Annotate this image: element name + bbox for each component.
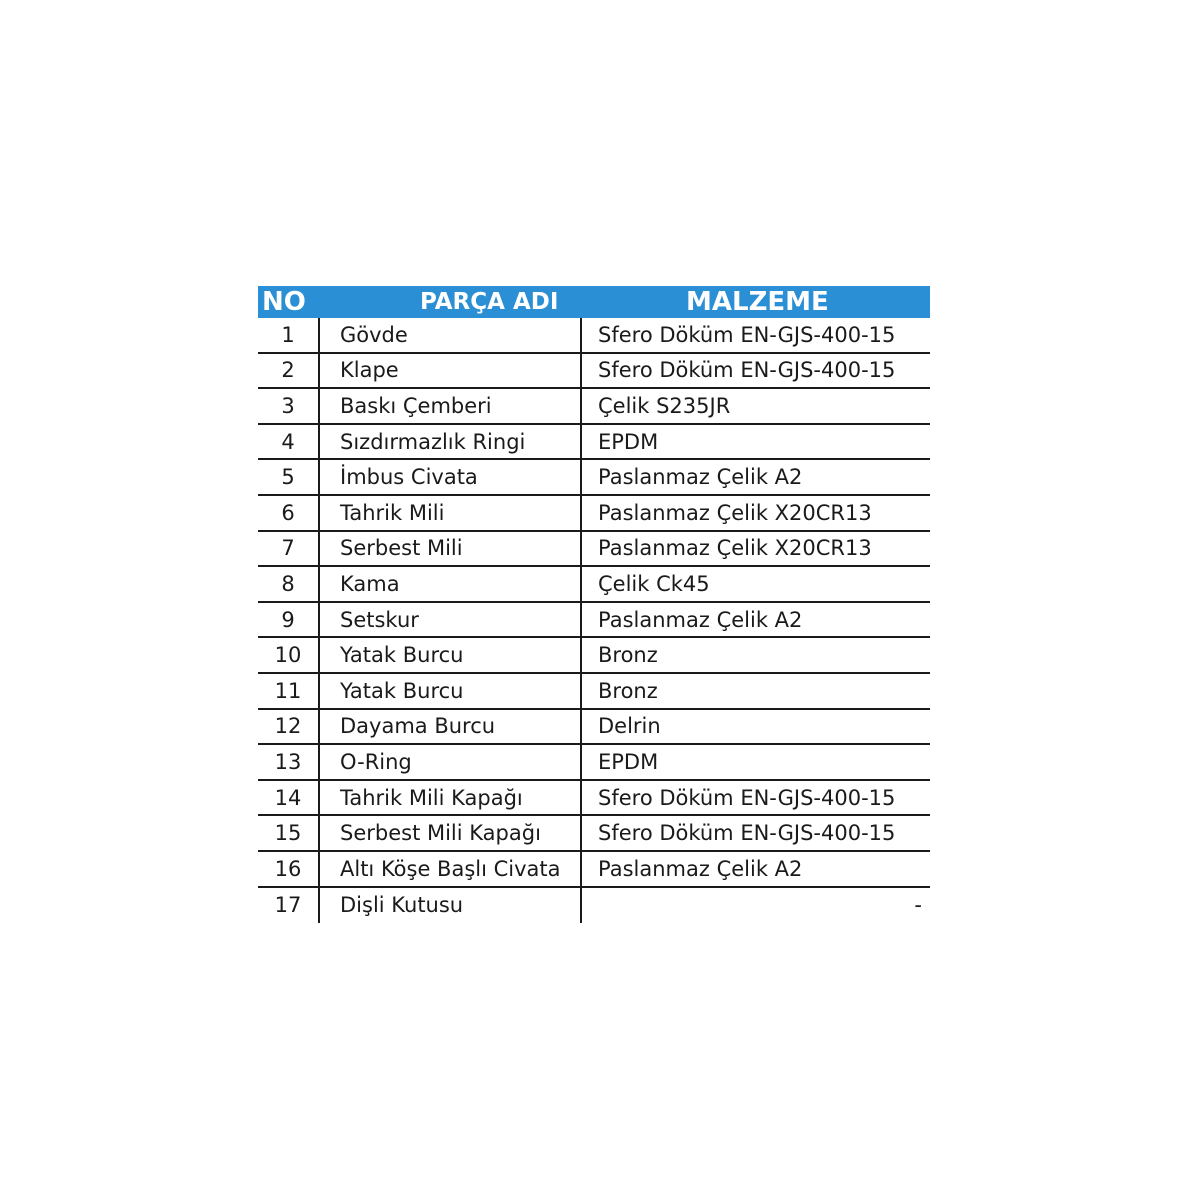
table-row [258,888,930,924]
row-number: 12 [274,714,302,739]
table-row [258,816,930,852]
row-number: 9 [281,607,295,632]
table-row [258,425,930,461]
row-number: 7 [281,536,295,561]
part-name: İmbus Civata [318,460,580,494]
material: Paslanmaz Çelik A2 [580,603,930,637]
table-row [258,354,930,390]
row-number: 16 [274,856,302,881]
row-number: 10 [274,643,302,668]
material: Paslanmaz Çelik X20CR13 [580,496,930,530]
material: Çelik S235JR [580,389,930,423]
part-name: Gövde [318,318,580,352]
part-name: Serbest Mili Kapağı [318,816,580,850]
part-name: Yatak Burcu [318,674,580,708]
table-row [258,745,930,781]
part-name: Serbest Mili [318,532,580,566]
material: Çelik Ck45 [580,567,930,601]
part-name: Tahrik Mili Kapağı [318,781,580,815]
material: EPDM [580,425,930,459]
row-number: 6 [281,500,295,525]
row-number: 5 [281,465,295,490]
part-name: Dişli Kutusu [318,888,580,924]
material: - [580,888,930,924]
material: Sfero Döküm EN-GJS-400-15 [580,318,930,352]
table-row [258,567,930,603]
part-name: Setskur [318,603,580,637]
table-row [258,674,930,710]
row-number: 2 [281,358,295,383]
material: Paslanmaz Çelik X20CR13 [580,532,930,566]
material: Bronz [580,674,930,708]
material: EPDM [580,745,930,779]
row-number: 13 [274,749,302,774]
material: Sfero Döküm EN-GJS-400-15 [580,781,930,815]
row-number: 14 [274,785,302,810]
material: Paslanmaz Çelik A2 [580,852,930,886]
row-number: 1 [281,322,295,347]
row-number: 8 [281,571,295,596]
header-part-name: PARÇA ADI [420,289,559,315]
part-name: Kama [318,567,580,601]
row-number: 3 [281,393,295,418]
material: Sfero Döküm EN-GJS-400-15 [580,816,930,850]
part-name: Altı Köşe Başlı Civata [318,852,580,886]
table-row [258,638,930,674]
table-row [258,852,930,888]
table-row [258,532,930,568]
part-name: Dayama Burcu [318,710,580,744]
part-name: Tahrik Mili [318,496,580,530]
table-row [258,496,930,532]
table-body [258,318,930,923]
material: Paslanmaz Çelik A2 [580,460,930,494]
row-number: 4 [281,429,295,454]
header-material: MALZEME [686,287,829,317]
table-row [258,603,930,639]
table-row [258,460,930,496]
table-row [258,710,930,746]
table-row [258,389,930,425]
table-header [258,286,930,318]
part-name: Klape [318,354,580,388]
table-row [258,318,930,354]
row-number: 15 [274,821,302,846]
part-name: Sızdırmazlık Ringi [318,425,580,459]
part-name: Yatak Burcu [318,638,580,672]
material: Bronz [580,638,930,672]
parts-table [258,286,930,923]
part-name: O-Ring [318,745,580,779]
part-name: Baskı Çemberi [318,389,580,423]
row-number: 11 [274,678,302,703]
material: Delrin [580,710,930,744]
table-row [258,781,930,817]
row-number: 17 [274,893,302,918]
material: Sfero Döküm EN-GJS-400-15 [580,354,930,388]
header-no: NO [262,287,306,317]
